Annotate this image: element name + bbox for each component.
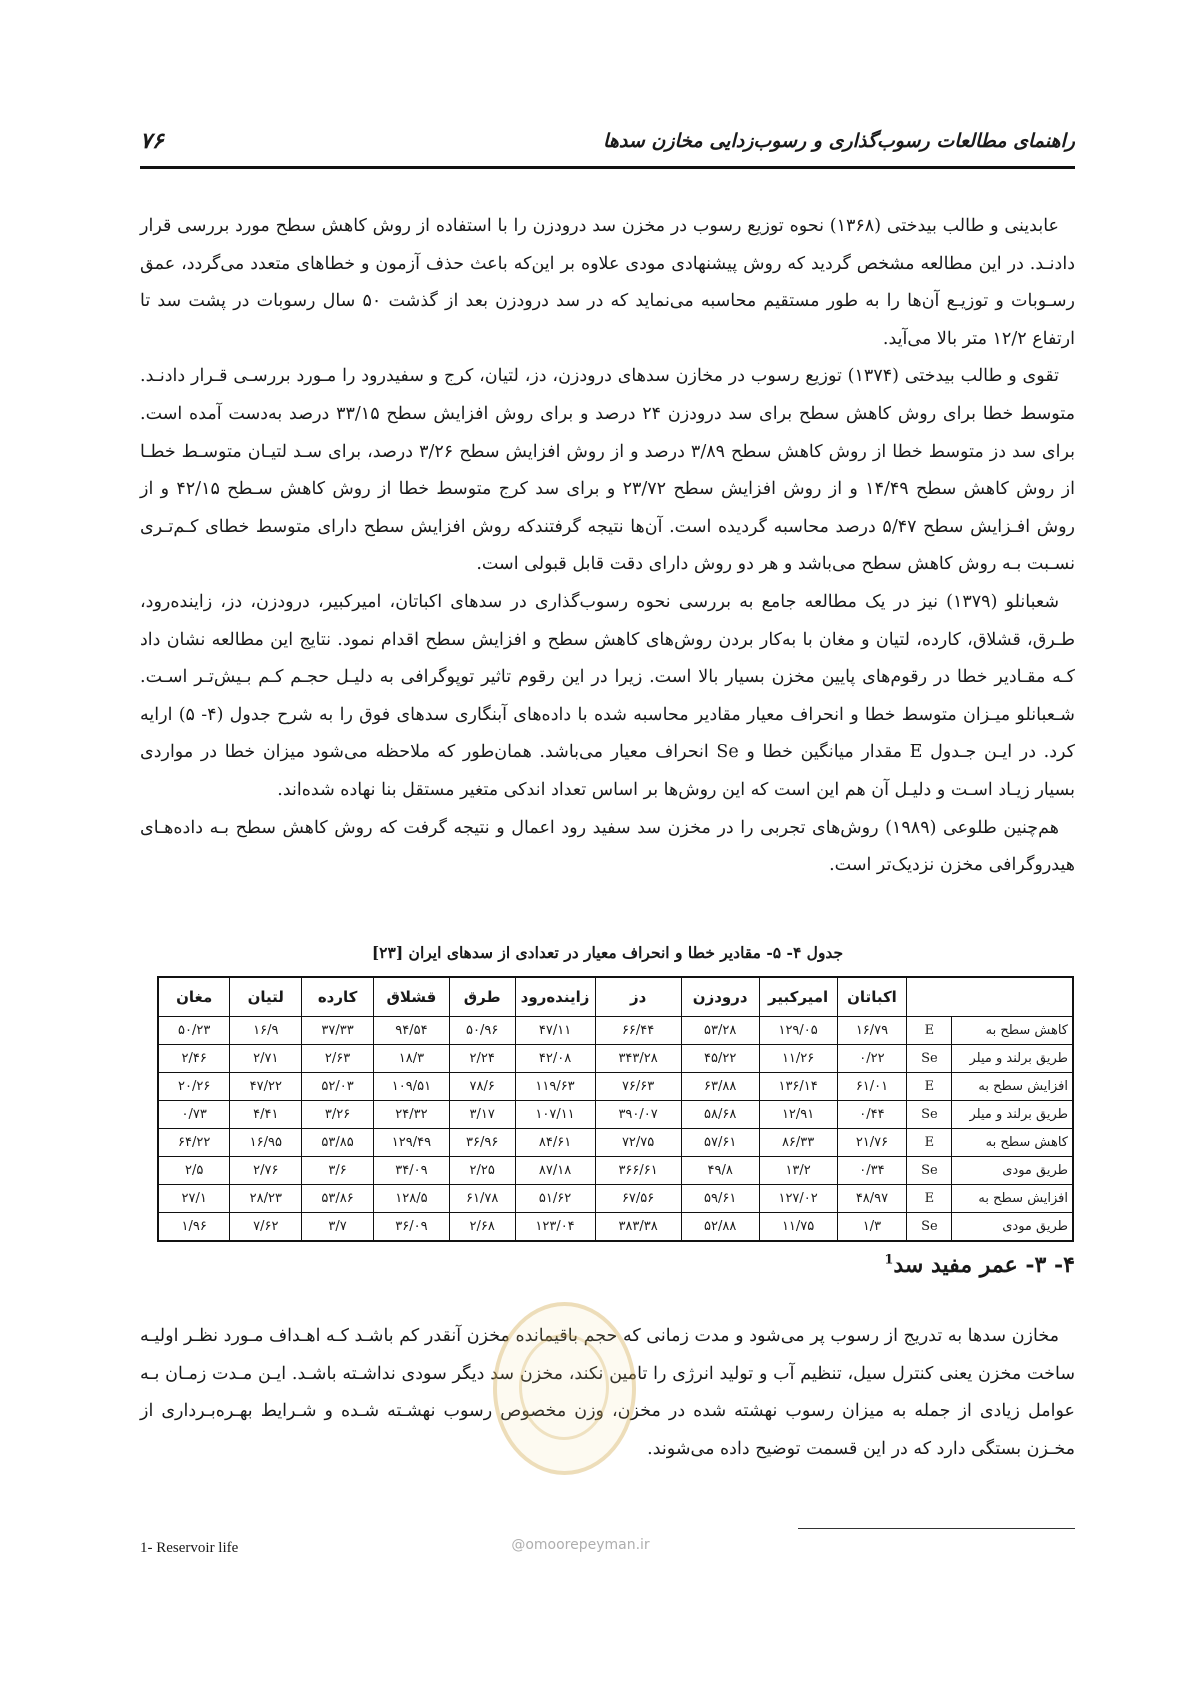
column-header: دز [595,977,681,1017]
value-cell: ۴۷/۲۲ [230,1073,302,1101]
value-cell: ۳۶/۹۶ [449,1129,515,1157]
value-cell: ۴۸/۹۷ [837,1185,907,1213]
column-header: کارده [302,977,374,1017]
value-cell: ۶۱/۷۸ [449,1185,515,1213]
value-cell: ۳۴/۰۹ [373,1157,449,1185]
error-table [157,976,1074,1242]
paragraph: تقوی و طالب بیدختی (۱۳۷۴) توزیع رسوب در مخازن سدهای درودزن، دز، لتیان، کرج و سفیدرود را مـورد بررسـی قـرار دادنـد. متوسط خطا برای روش کاهش سطح برای سد درودزن ۲۴ درصد و برای روش افزایش سطح ۳۳/۱۵ درصد به‌دست آمده است. برای سد دز متوسط خطا از روش کاهش سطح ۳/۸۹ درصد و از روش افزایش سطح ۳/۲۶ درصد، برای سـد لتیـان متوسـط خطـا از روش کاهش سطح ۱۴/۴۹ و از روش افزایش سطح ۲۳/۷۲ و برای سد کرج متوسط خطا از روش کاهش سـطح ۴۲/۱۵ و از روش افـزایش سطح ۵/۴۷ درصد محاسبه گردیده است. آن‌ها نتیجه گرفتندکه روش افزایش سطح دارای متوسط خطای کـم‌تـری نسـبت بـه روش کاهش سطح می‌باشد و هر دو روش دارای دقت قابل قبولی است. [140,366,1075,575]
value-cell: ۹۴/۵۴ [373,1017,449,1045]
value-cell: ۰/۷۳ [158,1101,230,1129]
value-cell: ۲۴/۳۲ [373,1101,449,1129]
paragraph: هم‌چنین طلوعی (۱۹۸۹) روش‌های تجربی را در مخزن سد سفید رود اعمال و نتیجه گرفت که روش کاهش سطح بـه داده‌هـای هیدروگرافی مخزن نزدیک‌تر است. [140,817,1075,876]
value-cell: ۱۱/۲۶ [759,1045,837,1073]
column-header: مغان [158,977,230,1017]
value-cell: ۵۳/۸۵ [302,1129,374,1157]
value-cell: ۳۷/۳۳ [302,1017,374,1045]
column-header: درودزن [681,977,759,1017]
value-cell: ۳/۷ [302,1213,374,1242]
column-header: لتیان [230,977,302,1017]
value-cell: ۸۷/۱۸ [515,1157,595,1185]
value-cell: ۱۲۹/۰۵ [759,1017,837,1045]
value-cell: ۴۷/۱۱ [515,1017,595,1045]
value-cell: ۵۰/۹۶ [449,1017,515,1045]
value-cell: ۳۴۳/۲۸ [595,1045,681,1073]
value-cell: ۳۸۳/۳۸ [595,1213,681,1242]
value-cell: ۵۸/۶۸ [681,1101,759,1129]
value-cell: ۵۳/۲۸ [681,1017,759,1045]
value-cell: ۶۳/۸۸ [681,1073,759,1101]
running-title: راهنمای مطالعات رسوب‌گذاری و رسوب‌زدایی مخازن سدها [603,130,1075,152]
value-cell: ۱۲۳/۰۴ [515,1213,595,1242]
watermark-url: @omoorepeyman.ir [511,1537,650,1553]
value-cell: ۴/۴۱ [230,1101,302,1129]
value-cell: ۲/۶۳ [302,1045,374,1073]
value-cell: ۱۶/۹۵ [230,1129,302,1157]
value-cell: ۱۶/۹ [230,1017,302,1045]
watermark-seal [493,1302,636,1475]
value-cell: ۳۹۰/۰۷ [595,1101,681,1129]
value-cell: ۷۶/۶۳ [595,1073,681,1101]
method-cell: کاهش سطح به [952,1129,1073,1157]
value-cell: ۲/۵ [158,1157,230,1185]
value-cell: ۱۳/۲ [759,1157,837,1185]
value-cell: ۳۶/۰۹ [373,1213,449,1242]
value-cell: ۲/۶۸ [449,1213,515,1242]
value-cell: ۱۳۶/۱۴ [759,1073,837,1101]
footnote: 1- Reservoir life [140,1540,239,1556]
value-cell: ۱۱۹/۶۳ [515,1073,595,1101]
page-number: ۷۶ [140,128,164,154]
value-cell: ۶۱/۰۱ [837,1073,907,1101]
page-header [140,128,1075,162]
value-cell: ۱۶/۷۹ [837,1017,907,1045]
value-cell: ۲۱/۷۶ [837,1129,907,1157]
value-cell: ۵۳/۸۶ [302,1185,374,1213]
table-row [158,1017,1073,1045]
method-cell: افزایش سطح به [952,1073,1073,1101]
table-caption: جدول ۴- ۵- مقادیر خطا و انحراف معیار در تعدادی از سدهای ایران [۲۳] [371,943,844,962]
method-cell: طریق مودی [952,1213,1073,1242]
table-row [158,1213,1073,1242]
value-cell: ۲۷/۱ [158,1185,230,1213]
value-cell: ۰/۲۲ [837,1045,907,1073]
value-cell: ۶۶/۴۴ [595,1017,681,1045]
column-header: اکباتان [837,977,907,1017]
stat-cell: E [907,1073,952,1101]
value-cell: ۵۷/۶۱ [681,1129,759,1157]
column-header: امیرکبیر [759,977,837,1017]
stat-cell: E [907,1185,952,1213]
value-cell: ۲/۴۶ [158,1045,230,1073]
table-row [158,1073,1073,1101]
value-cell: ۱۰۹/۵۱ [373,1073,449,1101]
value-cell: ۵۹/۶۱ [681,1185,759,1213]
table-row [158,1101,1073,1129]
value-cell: ۱۲/۹۱ [759,1101,837,1129]
value-cell: ۳/۱۷ [449,1101,515,1129]
value-cell: ۵۰/۲۳ [158,1017,230,1045]
method-cell: کاهش سطح به [952,1017,1073,1045]
value-cell: ۱۲۷/۰۲ [759,1185,837,1213]
value-cell: ۰/۳۴ [837,1157,907,1185]
column-header: زاینده‌رود [515,977,595,1017]
stat-cell: Se [907,1213,952,1242]
table-body [158,1017,1073,1242]
value-cell: ۷۲/۷۵ [595,1129,681,1157]
paragraph: مخازن سدها به تدریج از رسوب پر می‌شود و مدت زمانی که حجم باقیمانده مخزن آنقدر کم باشـد کـه اهـداف مـورد نظـر اولیـه ساخت مخزن یعنی کنترل سیل، تنظیم آب و تولید انرژی را تامین نکند، مخزن سد دیگر سودی نداشـته باشـد. ایـن مـدت زمـان بـه عوامل زیادی از جمله به میزان رسوب نهشته شده در مخزن، وزن مخصوص رسوب نهشـته شـده و شـرایط بهـره‌بـرداری از مخـزن بستگی دارد که در این قسمت توضیح داده می‌شوند. [140,1326,1075,1459]
value-cell: ۴۹/۸ [681,1157,759,1185]
stat-cell: E [907,1017,952,1045]
method-cell: طریق برلند و میلر [952,1045,1073,1073]
value-cell: ۸۴/۶۱ [515,1129,595,1157]
footnote-mark: 1 [884,1252,894,1268]
value-cell: ۱۱/۷۵ [759,1213,837,1242]
value-cell: ۸۶/۳۳ [759,1129,837,1157]
column-header: طرق [449,977,515,1017]
table-corner [907,977,1073,1017]
value-cell: ۳/۲۶ [302,1101,374,1129]
value-cell: ۳۶۶/۶۱ [595,1157,681,1185]
method-cell: طریق مودی [952,1157,1073,1185]
paragraph: شعبانلو (۱۳۷۹) نیز در یک مطالعه جامع به بررسی نحوه رسوب‌گذاری در سدهای اکباتان، امیرکبیر، درودزن، دز، زاینده‌رود، طـرق، قشلاق، کارده، لتیان و مغان با به‌کار بردن روش‌های کاهش سطح و افزایش سطح اقدام نمود. نتایج این مطالعه نشان داد کـه مقـادیر خطا در رقوم‌های پایین مخزن بسیار بالا است. زیرا در این رقوم تاثیر توپوگرافی به دلیـل حجـم کـم بـیش‌تـر اسـت. شـعبانلو میـزان متوسط خطا و انحراف معیار مقادیر محاسبه شده با داده‌های آبنگاری سدهای فوق را به شرح جدول (۴- ۵) ارایه کرد. در ایـن جـدول E مقدار میانگین خطا و Se انحراف معیار می‌باشد. همان‌طور که ملاحظه می‌شود میزان خطا در مواردی بسیار زیـاد اسـت و دلیـل آن هم این است که این روش‌ها بر اساس تعداد اندکی متغیر مستقل بنا نهاده شده‌اند. [140,591,1075,800]
value-cell: ۵۲/۰۳ [302,1073,374,1101]
value-cell: ۱/۹۶ [158,1213,230,1242]
value-cell: ۲/۲۵ [449,1157,515,1185]
value-cell: ۶۴/۲۲ [158,1129,230,1157]
section-heading-text: ۴- ۳- عمر مفید سد [893,1252,1075,1278]
table-row [158,1157,1073,1185]
method-cell: افزایش سطح به [952,1185,1073,1213]
value-cell: ۲۰/۲۶ [158,1073,230,1101]
stat-cell: Se [907,1157,952,1185]
value-cell: ۵۱/۶۲ [515,1185,595,1213]
value-cell: ۳/۶ [302,1157,374,1185]
value-cell: ۵۲/۸۸ [681,1213,759,1242]
table-header-row [158,977,1073,1017]
value-cell: ۱۲۹/۴۹ [373,1129,449,1157]
column-header: قشلاق [373,977,449,1017]
value-cell: ۱/۳ [837,1213,907,1242]
footnote-rule [798,1528,1075,1529]
paragraph: عابدینی و طالب بیدختی (۱۳۶۸) نحوه توزیع رسوب در مخزن سد درودزن را با استفاده از روش کاهش سطح مورد بررسی قرار دادنـد. در این مطالعه مشخص گردید که روش پیشنهادی مودی علاوه بر این‌که باعث حذف آزمون و خطاهای متعدد می‌گردد، عمق رسـوبات و توزیـع آن‌ها را به طور مستقیم محاسبه می‌نماید که در سد درودزن بعد از گذشت ۵۰ سال رسوبات در پشت سد تا ارتفاع ۱۲/۲ متر بالا می‌آید. [140,216,1075,349]
table-row [158,1129,1073,1157]
stat-cell: E [907,1129,952,1157]
body-text [140,208,1075,885]
section-heading [884,1252,1075,1278]
value-cell: ۷۸/۶ [449,1073,515,1101]
method-cell: طریق برلند و میلر [952,1101,1073,1129]
value-cell: ۱۰۷/۱۱ [515,1101,595,1129]
stat-cell: Se [907,1101,952,1129]
value-cell: ۷/۶۲ [230,1213,302,1242]
value-cell: ۲/۲۴ [449,1045,515,1073]
value-cell: ۱۲۸/۵ [373,1185,449,1213]
value-cell: ۴۵/۲۲ [681,1045,759,1073]
value-cell: ۰/۴۴ [837,1101,907,1129]
value-cell: ۲/۷۶ [230,1157,302,1185]
value-cell: ۴۲/۰۸ [515,1045,595,1073]
value-cell: ۲۸/۲۳ [230,1185,302,1213]
header-rule [140,166,1075,169]
value-cell: ۶۷/۵۶ [595,1185,681,1213]
stat-cell: Se [907,1045,952,1073]
value-cell: ۲/۷۱ [230,1045,302,1073]
table-row [158,1185,1073,1213]
table-row [158,1045,1073,1073]
value-cell: ۱۸/۳ [373,1045,449,1073]
